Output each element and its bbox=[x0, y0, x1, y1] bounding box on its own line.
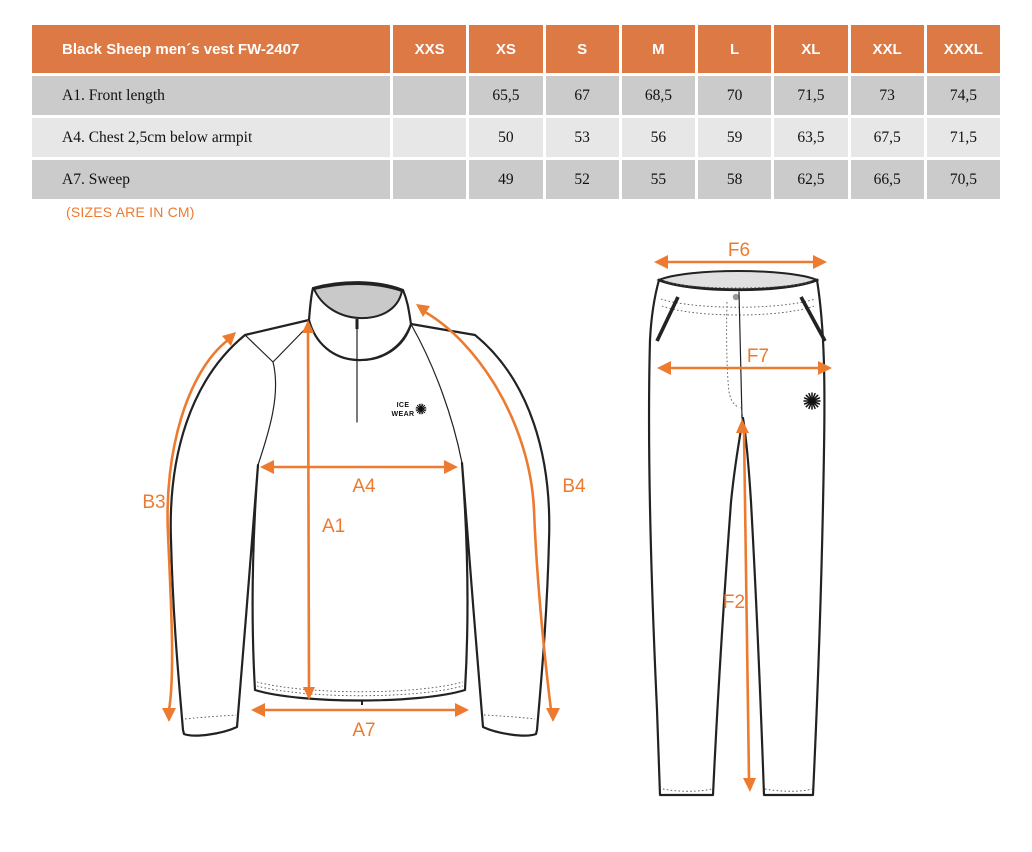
size-chart-table bbox=[29, 22, 1003, 202]
size-chart-body bbox=[32, 76, 1000, 199]
brand-line2: WEAR bbox=[391, 411, 415, 418]
b4-label: B4 bbox=[562, 476, 586, 497]
measurement-value: 70,5 bbox=[927, 160, 1000, 199]
pants-outline bbox=[649, 280, 824, 795]
measurement-value: 50 bbox=[469, 118, 542, 157]
pants-button bbox=[733, 294, 739, 300]
size-column-header: XL bbox=[774, 25, 847, 73]
snowflake-icon bbox=[416, 404, 426, 414]
measurement-value: 74,5 bbox=[927, 76, 1000, 115]
measurement-value: 66,5 bbox=[851, 160, 924, 199]
measurement-value bbox=[393, 118, 466, 157]
measurement-row bbox=[32, 76, 1000, 115]
measurement-value: 67 bbox=[546, 76, 619, 115]
measurement-value: 62,5 bbox=[774, 160, 847, 199]
measurement-value: 71,5 bbox=[774, 76, 847, 115]
product-title: Black Sheep men´s vest FW-2407 bbox=[32, 25, 390, 73]
size-chart-header-row bbox=[32, 25, 1000, 73]
size-column-header: M bbox=[622, 25, 695, 73]
b3-label: B3 bbox=[142, 492, 166, 513]
measurement-value: 53 bbox=[546, 118, 619, 157]
size-column-header: XS bbox=[469, 25, 542, 73]
measurement-label: A1. Front length bbox=[32, 76, 390, 115]
f6-label: F6 bbox=[727, 240, 751, 261]
vest-measurement-diagram bbox=[132, 272, 602, 772]
measurement-row bbox=[32, 160, 1000, 199]
brand-line1: ICE bbox=[396, 402, 410, 409]
f7-label: F7 bbox=[746, 346, 770, 367]
measurement-value: 68,5 bbox=[622, 76, 695, 115]
measurement-value: 52 bbox=[546, 160, 619, 199]
measurement-value bbox=[393, 76, 466, 115]
f2-label: F2 bbox=[722, 592, 746, 613]
a1-label: A1 bbox=[322, 516, 346, 537]
measurement-value: 70 bbox=[698, 76, 771, 115]
measurement-value: 73 bbox=[851, 76, 924, 115]
measurement-value: 56 bbox=[622, 118, 695, 157]
a7-measurement-arrow bbox=[251, 703, 469, 717]
measurement-value: 65,5 bbox=[469, 76, 542, 115]
measurement-value bbox=[393, 160, 466, 199]
measurement-label: A4. Chest 2,5cm below armpit bbox=[32, 118, 390, 157]
measurement-row bbox=[32, 118, 1000, 157]
size-column-header: XXS bbox=[393, 25, 466, 73]
measurement-value: 49 bbox=[469, 160, 542, 199]
size-column-header: XXXL bbox=[927, 25, 1000, 73]
snowflake-icon bbox=[804, 393, 820, 409]
measurement-value: 59 bbox=[698, 118, 771, 157]
measurement-value: 58 bbox=[698, 160, 771, 199]
a7-label: A7 bbox=[352, 720, 376, 741]
measurement-label: A7. Sweep bbox=[32, 160, 390, 199]
measurement-value: 67,5 bbox=[851, 118, 924, 157]
measurement-value: 63,5 bbox=[774, 118, 847, 157]
size-column-header: S bbox=[546, 25, 619, 73]
pants-measurement-diagram bbox=[635, 240, 865, 820]
size-column-header: L bbox=[698, 25, 771, 73]
measurement-value: 71,5 bbox=[927, 118, 1000, 157]
sizes-note: (SIZES ARE IN CM) bbox=[66, 204, 195, 220]
size-column-header: XXL bbox=[851, 25, 924, 73]
measurement-value: 55 bbox=[622, 160, 695, 199]
a4-label: A4 bbox=[352, 476, 376, 497]
